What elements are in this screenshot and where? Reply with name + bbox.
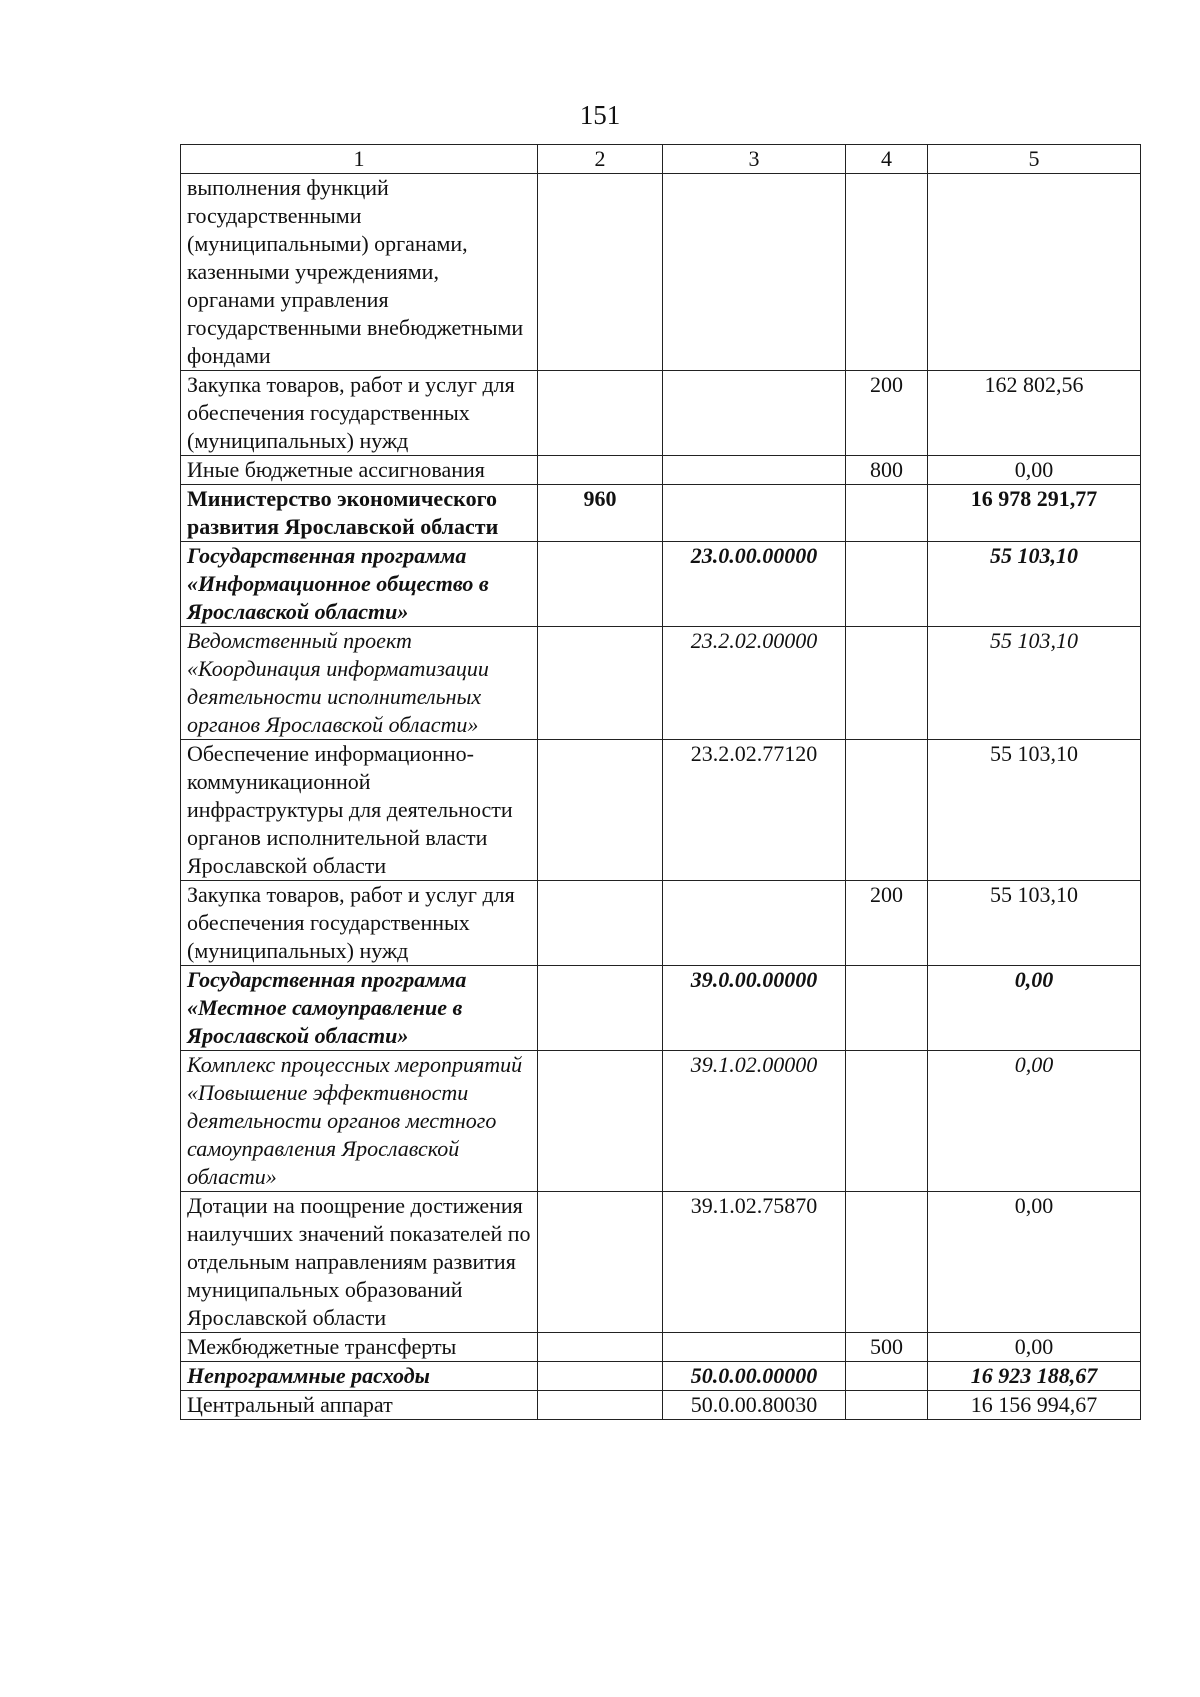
row-name-cell: Ведомственный проект «Координация информатизации деятельности исполнительных органов Ярославской области» [181, 627, 538, 740]
row-amount-cell [928, 174, 1141, 371]
row-ministry-code-cell [538, 174, 663, 371]
row-ministry-code-cell [538, 1391, 663, 1420]
row-expense-type-cell [846, 740, 928, 881]
row-expense-type-cell [846, 1192, 928, 1333]
budget-table [180, 144, 1141, 1420]
row-target-article-cell: 23.2.02.00000 [663, 627, 846, 740]
table-row [181, 881, 1141, 966]
table-row [181, 966, 1141, 1051]
row-name-cell: Министерство экономического развития Ярославской области [181, 485, 538, 542]
row-name-cell: Иные бюджетные ассигнования [181, 456, 538, 485]
row-amount-cell: 55 103,10 [928, 627, 1141, 740]
row-name-cell: Центральный аппарат [181, 1391, 538, 1420]
row-ministry-code-cell [538, 627, 663, 740]
header-col-1: 1 [181, 145, 538, 174]
row-ministry-code-cell [538, 542, 663, 627]
row-amount-cell: 0,00 [928, 1192, 1141, 1333]
table-row [181, 627, 1141, 740]
row-amount-cell: 55 103,10 [928, 881, 1141, 966]
row-expense-type-cell [846, 542, 928, 627]
row-target-article-cell: 39.0.00.00000 [663, 966, 846, 1051]
row-name-cell: Дотации на поощрение достижения наилучших значений показателей по отдельным направлениям развития муниципальных образований Ярославской области [181, 1192, 538, 1333]
row-target-article-cell: 39.1.02.00000 [663, 1051, 846, 1192]
row-amount-cell: 162 802,56 [928, 371, 1141, 456]
row-name-cell: Непрограммные расходы [181, 1362, 538, 1391]
row-target-article-cell: 50.0.00.80030 [663, 1391, 846, 1420]
row-name-cell: Государственная программа «Информационное общество в Ярославской области» [181, 542, 538, 627]
row-amount-cell: 55 103,10 [928, 740, 1141, 881]
header-col-2: 2 [538, 145, 663, 174]
row-ministry-code-cell [538, 881, 663, 966]
row-target-article-cell [663, 485, 846, 542]
table-body [181, 174, 1141, 1420]
table-row [181, 456, 1141, 485]
row-target-article-cell [663, 371, 846, 456]
row-ministry-code-cell [538, 371, 663, 456]
row-ministry-code-cell [538, 1333, 663, 1362]
table-row [181, 1391, 1141, 1420]
table-row [181, 740, 1141, 881]
row-expense-type-cell [846, 1391, 928, 1420]
row-expense-type-cell: 200 [846, 371, 928, 456]
row-amount-cell: 55 103,10 [928, 542, 1141, 627]
table-row [181, 542, 1141, 627]
row-ministry-code-cell [538, 1051, 663, 1192]
row-expense-type-cell: 800 [846, 456, 928, 485]
row-target-article-cell: 23.0.00.00000 [663, 542, 846, 627]
header-col-5: 5 [928, 145, 1141, 174]
row-target-article-cell [663, 1333, 846, 1362]
row-target-article-cell: 50.0.00.00000 [663, 1362, 846, 1391]
row-expense-type-cell: 500 [846, 1333, 928, 1362]
table-row [181, 1362, 1141, 1391]
row-expense-type-cell [846, 174, 928, 371]
row-target-article-cell [663, 456, 846, 485]
row-ministry-code-cell [538, 1362, 663, 1391]
row-name-cell: Закупка товаров, работ и услуг для обеспечения государственных (муниципальных) нужд [181, 881, 538, 966]
row-amount-cell: 16 978 291,77 [928, 485, 1141, 542]
row-expense-type-cell [846, 627, 928, 740]
table-row [181, 1051, 1141, 1192]
table-row [181, 174, 1141, 371]
row-ministry-code-cell: 960 [538, 485, 663, 542]
row-target-article-cell [663, 174, 846, 371]
row-ministry-code-cell [538, 740, 663, 881]
row-amount-cell: 0,00 [928, 966, 1141, 1051]
page-number: 151 [579, 100, 621, 130]
row-name-cell: Государственная программа «Местное самоуправление в Ярославской области» [181, 966, 538, 1051]
table-row [181, 1333, 1141, 1362]
table-row [181, 1192, 1141, 1333]
row-name-cell: Комплекс процессных мероприятий «Повышение эффективности деятельности органов местного самоуправления Ярославской области» [181, 1051, 538, 1192]
header-col-3: 3 [663, 145, 846, 174]
row-expense-type-cell [846, 1051, 928, 1192]
table-row [181, 485, 1141, 542]
row-ministry-code-cell [538, 1192, 663, 1333]
row-amount-cell: 0,00 [928, 1051, 1141, 1192]
header-row [181, 145, 1141, 174]
table-row [181, 371, 1141, 456]
row-name-cell: выполнения функций государственными (муниципальными) органами, казенными учреждениями, органами управления государственными внебюджетными фондами [181, 174, 538, 371]
row-ministry-code-cell [538, 456, 663, 485]
row-amount-cell: 0,00 [928, 1333, 1141, 1362]
row-amount-cell: 0,00 [928, 456, 1141, 485]
row-amount-cell: 16 156 994,67 [928, 1391, 1141, 1420]
row-amount-cell: 16 923 188,67 [928, 1362, 1141, 1391]
row-expense-type-cell [846, 966, 928, 1051]
row-expense-type-cell [846, 1362, 928, 1391]
row-target-article-cell: 23.2.02.77120 [663, 740, 846, 881]
row-expense-type-cell: 200 [846, 881, 928, 966]
row-target-article-cell [663, 881, 846, 966]
row-target-article-cell: 39.1.02.75870 [663, 1192, 846, 1333]
row-name-cell: Закупка товаров, работ и услуг для обеспечения государственных (муниципальных) нужд [181, 371, 538, 456]
row-name-cell: Межбюджетные трансферты [181, 1333, 538, 1362]
row-ministry-code-cell [538, 966, 663, 1051]
row-expense-type-cell [846, 485, 928, 542]
row-name-cell: Обеспечение информационно-коммуникационной инфраструктуры для деятельности органов исполнительной власти Ярославской области [181, 740, 538, 881]
header-col-4: 4 [846, 145, 928, 174]
